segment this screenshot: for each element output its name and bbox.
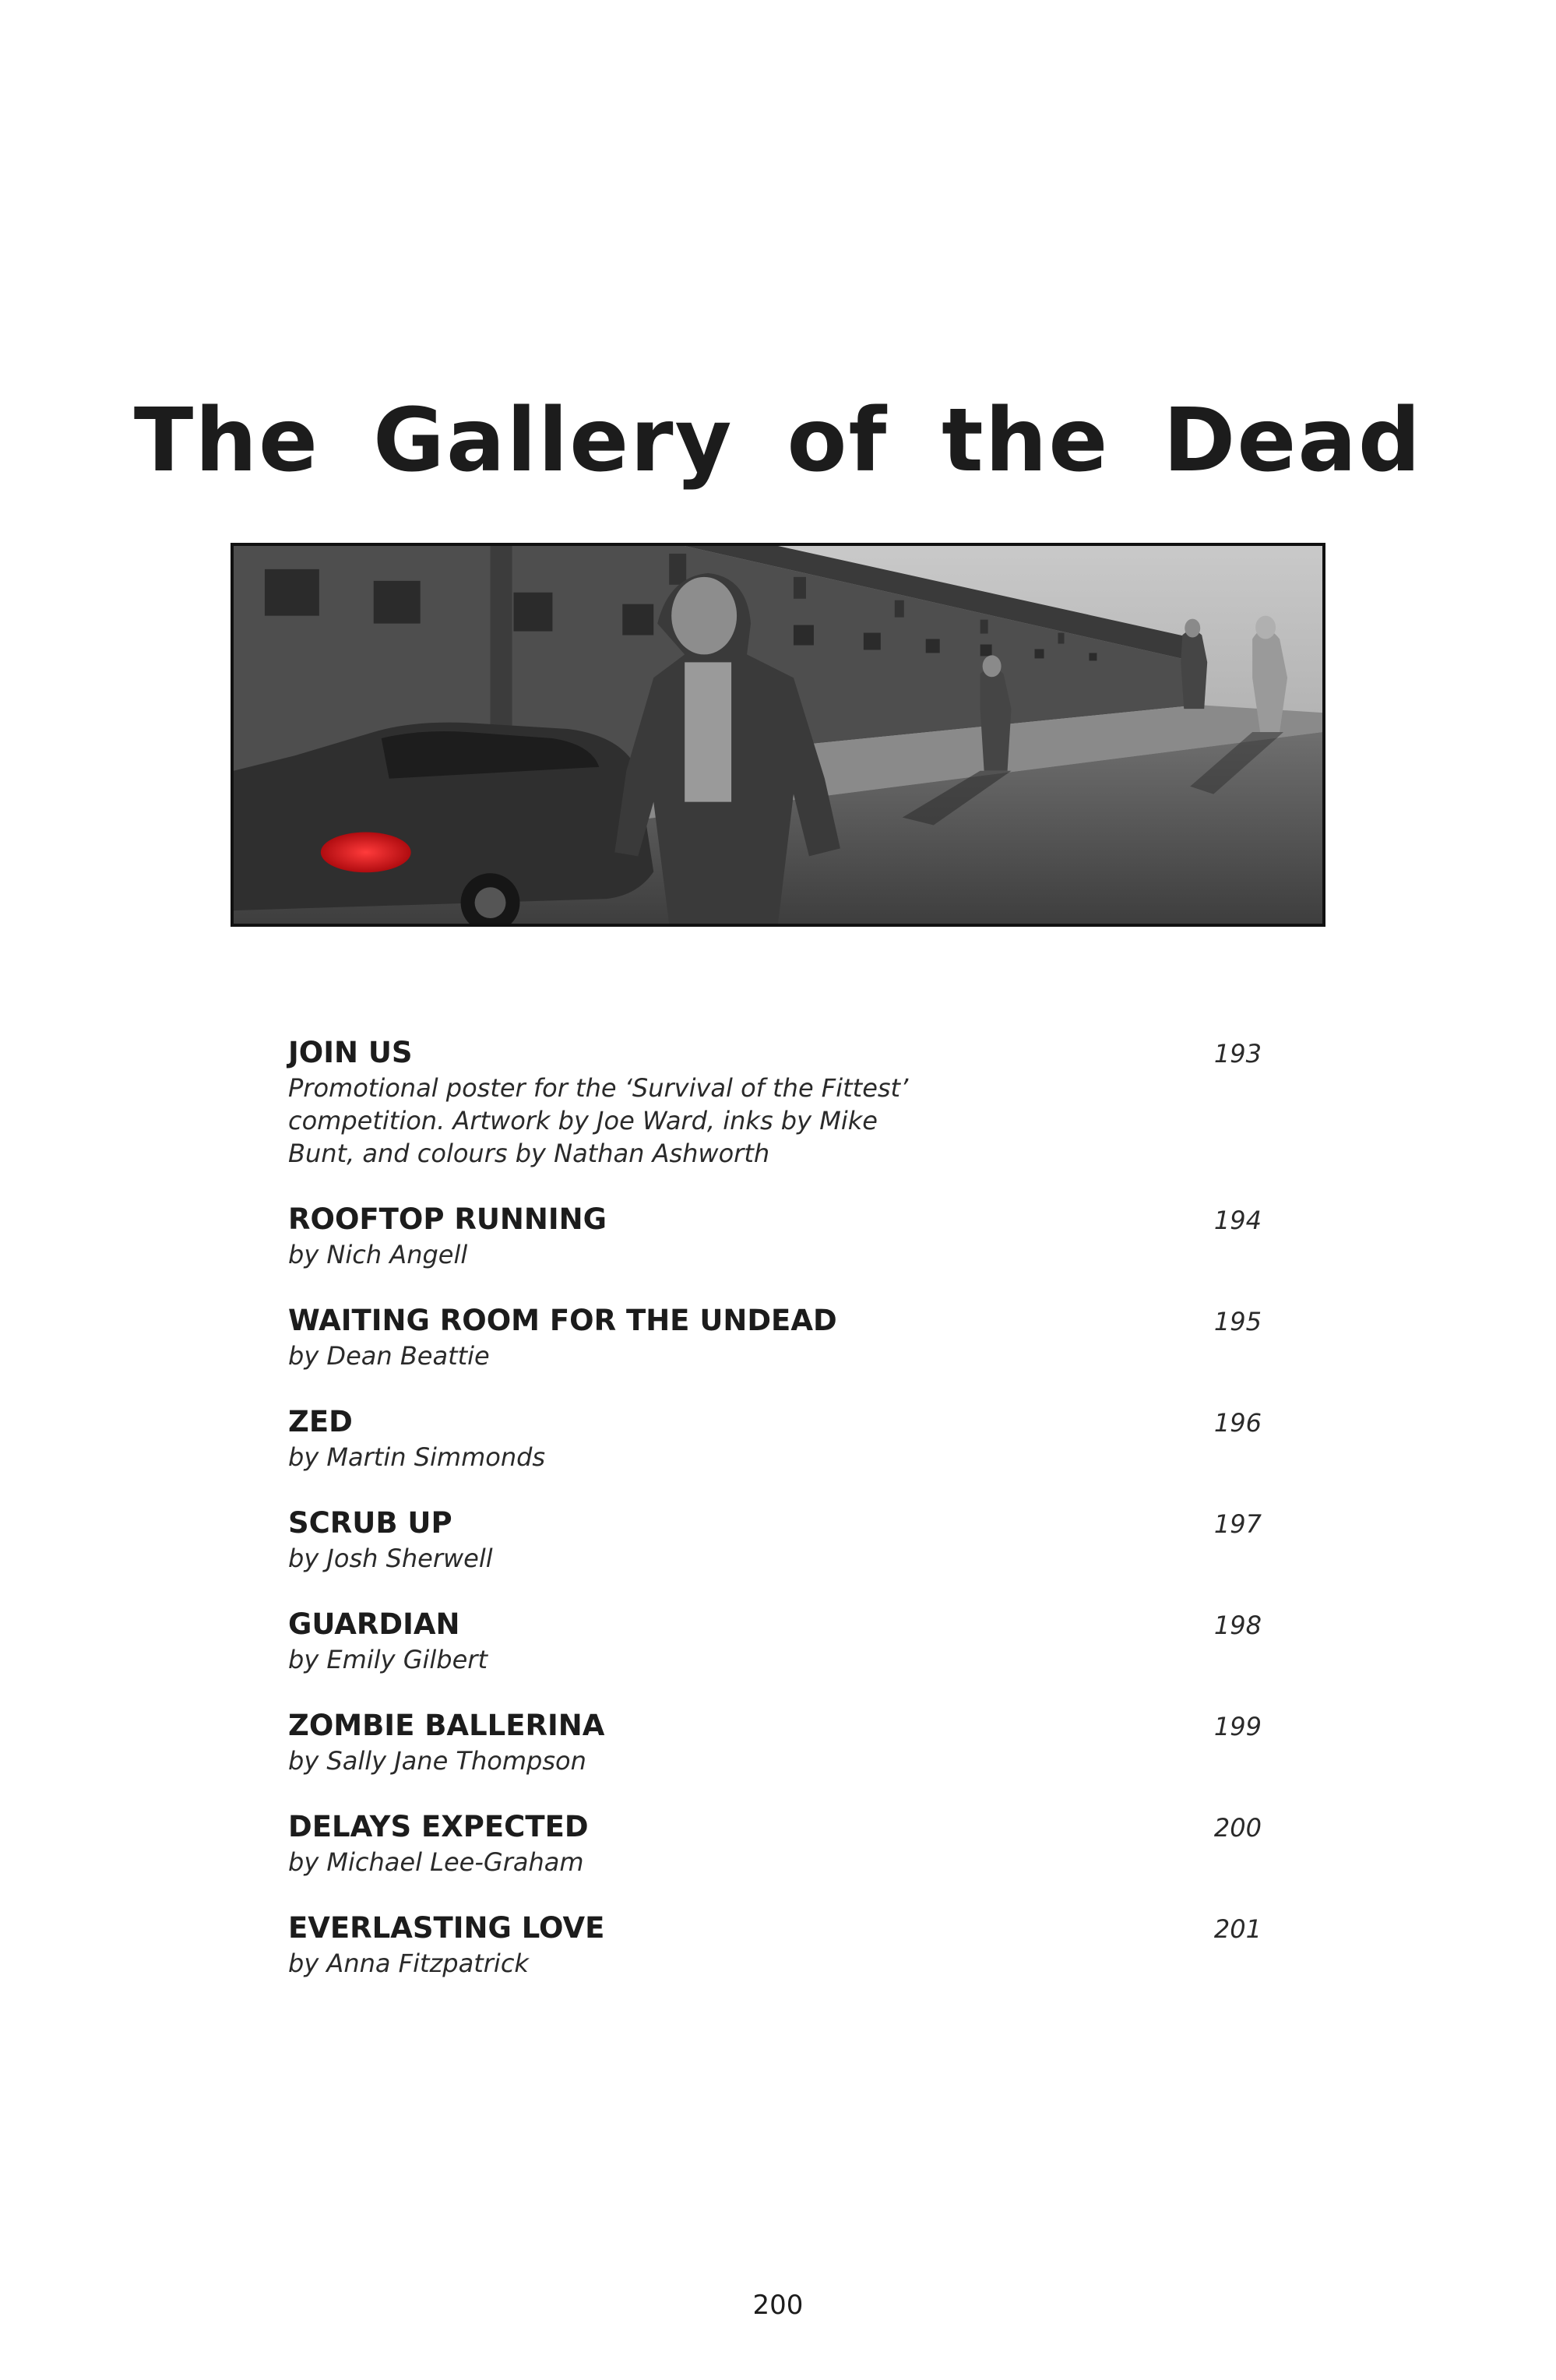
entry-credit: by Josh Sherwell: [288, 1544, 493, 1573]
entry-credit: by Nich Angell: [288, 1240, 468, 1269]
entry-title: ZOMBIE BALLERINA: [288, 1709, 605, 1742]
entry-page-number: 201: [1213, 1914, 1262, 1944]
entry-credit: by Michael Lee-Graham: [288, 1847, 584, 1877]
entry-credit: by Emily Gilbert: [288, 1645, 488, 1674]
entry-page-number: 200: [1213, 1813, 1262, 1843]
street-scene-image: [234, 546, 1322, 924]
entry-page-number: 196: [1213, 1408, 1262, 1438]
contents-entry: [288, 1403, 1262, 1473]
tail-light: [321, 832, 411, 872]
entry-page-number: 195: [1213, 1307, 1262, 1336]
contents-entry: [288, 1034, 1262, 1170]
page-title: The Gallery of the Dead: [133, 390, 1423, 492]
entry-credit: by Sally Jane Thompson: [288, 1746, 586, 1776]
contents-entry: [288, 1302, 1262, 1372]
contents-entry: [288, 1808, 1262, 1878]
entry-page-number: 197: [1213, 1509, 1262, 1539]
street-illustration: [231, 543, 1325, 927]
page-number: 200: [752, 2290, 804, 2321]
entry-title: WAITING ROOM FOR THE UNDEAD: [288, 1304, 837, 1337]
entry-page-number: 199: [1213, 1712, 1262, 1741]
contents-entry: [288, 1505, 1262, 1575]
contents-entry: [288, 1910, 1262, 1980]
entry-title: ZED: [288, 1405, 353, 1438]
entry-page-number: 193: [1213, 1039, 1262, 1069]
entry-credit: by Dean Beattie: [288, 1341, 490, 1371]
entry-title: DELAYS EXPECTED: [288, 1810, 589, 1843]
entry-credit: by Martin Simmonds: [288, 1442, 546, 1472]
contents-list: [288, 1034, 1262, 2011]
entry-title: JOIN US: [288, 1036, 413, 1069]
contents-entry: [288, 1201, 1262, 1271]
entry-credit: by Anna Fitzpatrick: [288, 1949, 529, 1978]
entry-title: ROOFTOP RUNNING: [288, 1202, 607, 1236]
contents-entry: [288, 1707, 1262, 1777]
entry-page-number: 198: [1213, 1611, 1262, 1640]
entry-credit: Promotional poster for the ‘Survival of the Fittest’ competition. Artwork by Joe Ward, inks by Mike Bunt, and colours by Nathan Ashworth: [288, 1073, 909, 1168]
entry-title: GUARDIAN: [288, 1607, 460, 1641]
contents-entry: [288, 1606, 1262, 1676]
entry-title: EVERLASTING LOVE: [288, 1911, 605, 1945]
entry-page-number: 194: [1213, 1206, 1262, 1235]
entry-title: SCRUB UP: [288, 1506, 452, 1540]
